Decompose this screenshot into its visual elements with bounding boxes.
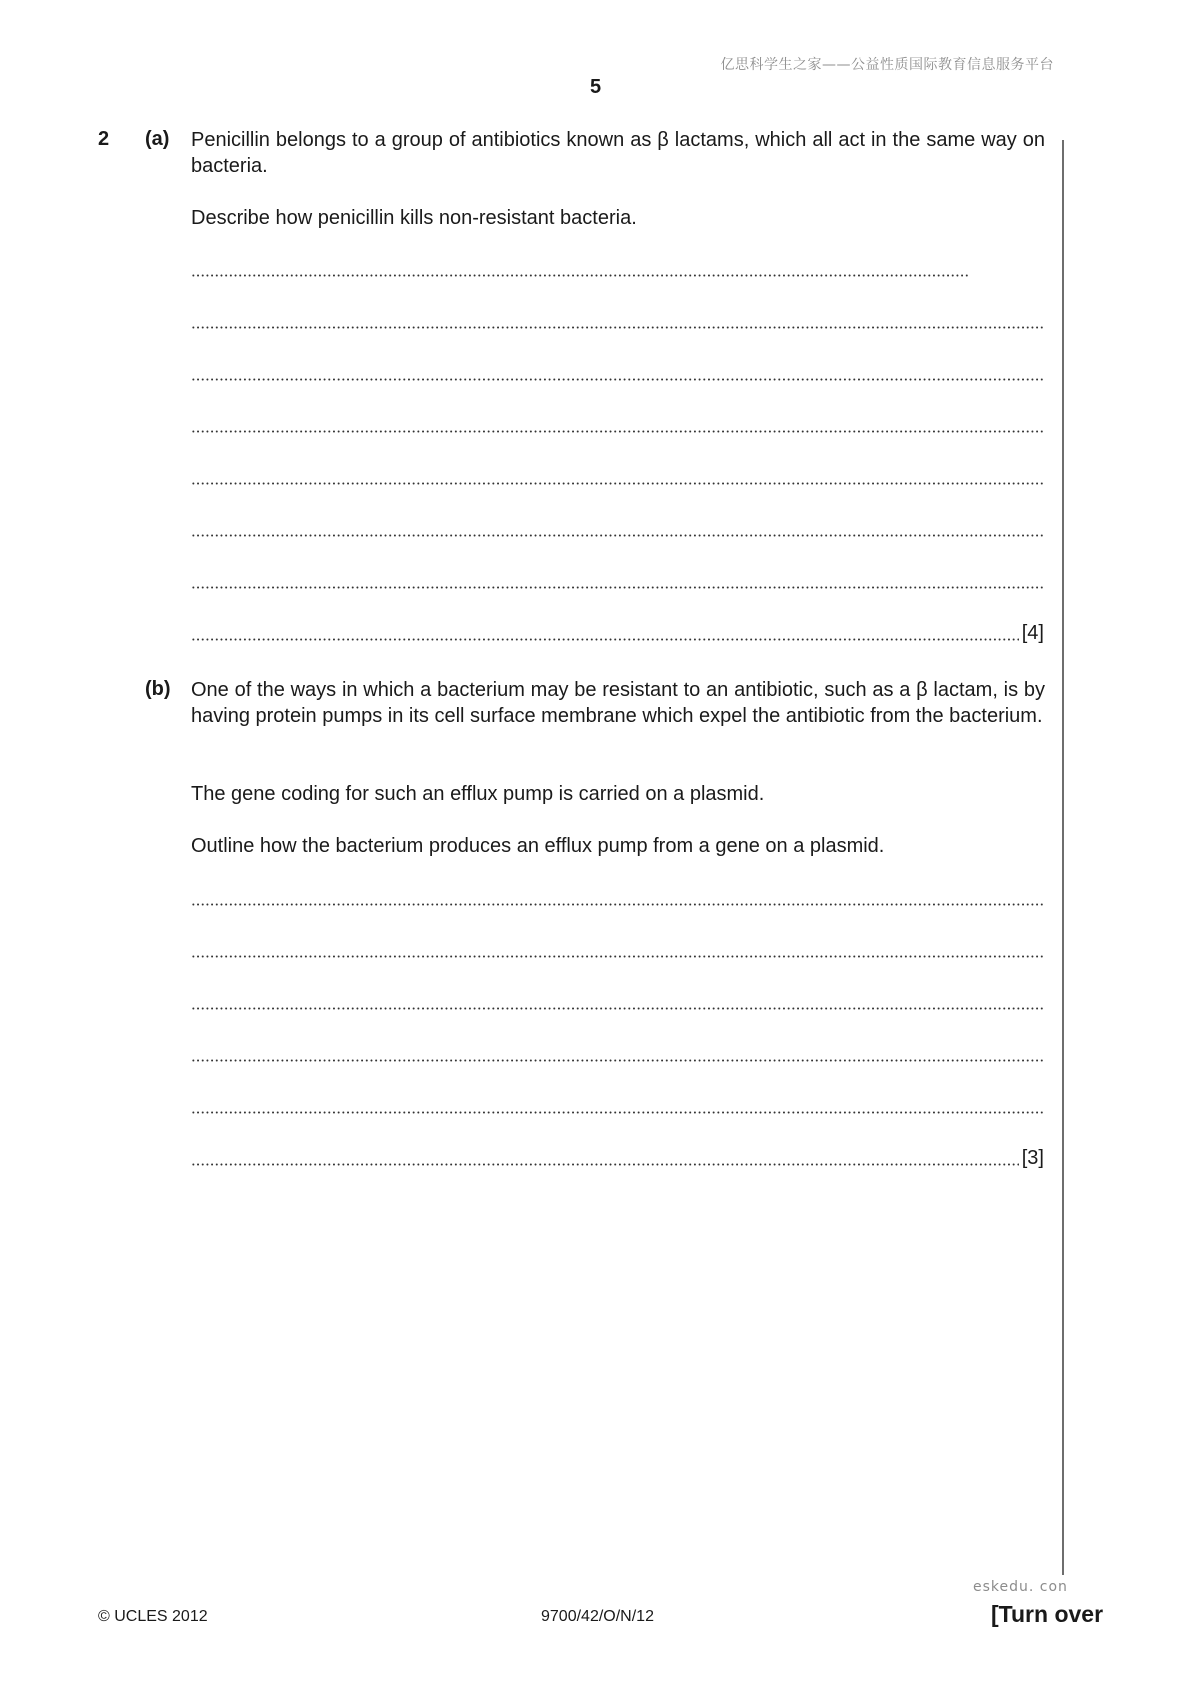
part-a-intro: Penicillin belongs to a group of antibiotics known as β lactams, which all act in the same way on bacteria. (191, 129, 1045, 177)
answer-line[interactable] (191, 887, 1044, 909)
footer-watermark: eskedu. con (973, 1579, 1068, 1595)
answer-line[interactable] (191, 570, 1044, 592)
part-a-marks: [4] (1021, 622, 1044, 644)
question-number: 2 (98, 128, 110, 150)
part-b-label: (b) (145, 678, 171, 700)
answer-line[interactable] (191, 310, 1044, 332)
answer-line[interactable] (191, 1043, 1044, 1065)
footer-copyright: © UCLES 2012 (98, 1608, 208, 1625)
answer-line[interactable] (191, 622, 1044, 644)
header-watermark: 亿思科学生之家——公益性质国际教育信息服务平台 (720, 57, 1054, 73)
answer-line[interactable] (191, 362, 1044, 384)
part-b-marks: [3] (1021, 1147, 1044, 1169)
turn-over-label: [Turn over (991, 1601, 1104, 1627)
footer-paper-code: 9700/42/O/N/12 (541, 1608, 654, 1625)
part-b-prompt: Outline how the bacterium produces an efflux pump from a gene on a plasmid. (191, 835, 885, 857)
answer-line[interactable] (191, 414, 1044, 436)
part-b-intro: One of the ways in which a bacterium may be resistant to an antibiotic, such as a β lactam, is by having protein pumps in its cell surface membrane which expel the antibiotic from the bacterium. (191, 679, 1045, 727)
answer-line[interactable] (191, 1095, 1044, 1117)
answer-line[interactable] (191, 518, 1044, 540)
answer-line[interactable] (191, 991, 1044, 1013)
margin-line (1062, 140, 1064, 1575)
part-b-statement: The gene coding for such an efflux pump is carried on a plasmid. (191, 783, 765, 805)
answer-line[interactable] (191, 466, 1044, 488)
answer-line[interactable] (191, 939, 1044, 961)
page-number: 5 (589, 76, 602, 98)
answer-line[interactable] (191, 258, 968, 280)
part-a-prompt: Describe how penicillin kills non-resistant bacteria. (191, 207, 637, 229)
answer-line[interactable] (191, 1147, 1044, 1169)
part-a-label: (a) (145, 128, 170, 150)
